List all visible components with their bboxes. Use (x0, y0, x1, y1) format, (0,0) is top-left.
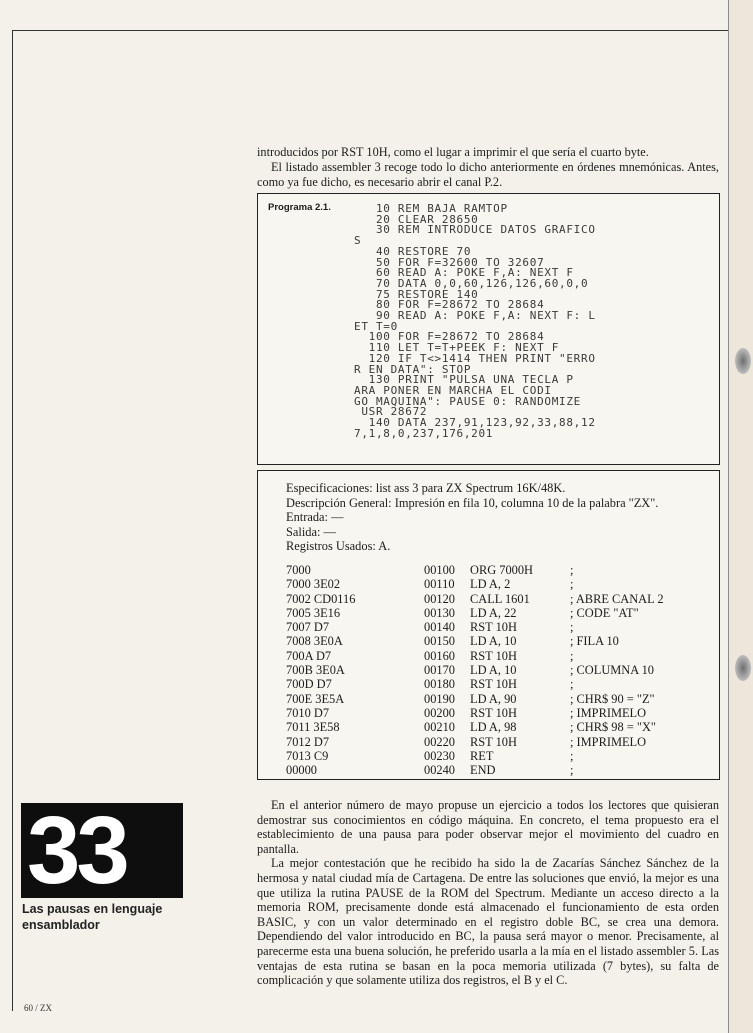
comment-cell: ; IMPRIMELO (570, 734, 647, 749)
listing-line: ET T=0 (354, 319, 398, 333)
address-cell: 7010 D7 (286, 705, 330, 720)
instruction-cell: LD A, 10 (470, 663, 517, 678)
address-cell: 7011 3E58 (286, 720, 340, 735)
comment-cell: ; COLUMNA 10 (570, 663, 654, 678)
listing-line: 110 LET T=T+PEEK F: NEXT F (354, 341, 560, 355)
body-paragraph-1: En el anterior número de mayo propuse un ejercicio a todos los lectores que quisieran demostrar sus conocimientos en código máquina. En concreto, el tema propuesto era el establecimiento de una pausa para poder observar mejor el movimiento del cuadro en pantalla. (257, 798, 719, 856)
line-number-cell: 00140 (424, 620, 455, 635)
listing-line: 30 REM INTRODUCE DATOS GRAFICO (354, 223, 596, 237)
address-cell: 700E 3E5A (286, 691, 345, 706)
instruction-cell: END (470, 763, 496, 778)
listing-line: USR 28672 (354, 405, 428, 419)
instruction-cell: LD A, 90 (470, 691, 517, 706)
address-cell: 7000 3E02 (286, 577, 341, 592)
instruction-cell: RET (470, 748, 494, 763)
address-cell: 700D D7 (286, 677, 332, 692)
spec-line: Especificaciones: list ass 3 para ZX Spectrum 16K/48K. (286, 481, 566, 495)
comment-cell: ; IMPRIMELO (570, 705, 647, 720)
line-number-cell: 00120 (424, 591, 455, 606)
comment-cell: ; ABRE CANAL 2 (570, 591, 664, 606)
listing-line: 20 CLEAR 28650 (354, 212, 479, 226)
instruction-cell: RST 10H (470, 620, 517, 635)
registros-line: Registros Usados: A. (286, 539, 391, 554)
instruction-cell: LD A, 10 (470, 634, 517, 649)
intro-text (257, 145, 719, 191)
instruction-cell: RST 10H (470, 677, 517, 692)
comment-cell: ; CHR$ 90 = "Z" (570, 691, 655, 706)
instruction-cell: RST 10H (470, 648, 517, 663)
listing-line: 120 IF T<>1414 THEN PRINT "ERRO (354, 351, 596, 365)
instruction-cell: ORG 7000H (470, 563, 533, 577)
page-folio: 60 / ZX (24, 1003, 52, 1013)
address-cell: 7005 3E16 (286, 605, 341, 620)
address-cell: 7008 3E0A (286, 634, 343, 649)
listing-line: ARA PONER EN MARCHA EL CODI (354, 383, 552, 397)
line-number-cell: 00130 (424, 605, 455, 620)
line-number-cell: 00210 (424, 720, 455, 735)
listing-line: 100 FOR F=28672 TO 28684 (354, 330, 545, 344)
instruction-cell: LD A, 98 (470, 720, 517, 735)
intro-paragraph-1: introducidos por RST 10H, como el lugar a imprimir el que sería el cuarto byte. (257, 145, 649, 159)
article-body (257, 798, 719, 988)
line-number-cell: 00160 (424, 648, 455, 663)
section-number: 33 (21, 803, 183, 898)
instruction-cell: LD A, 2 (470, 577, 511, 592)
line-number-cell: 00150 (424, 634, 455, 649)
program-label: Programa 2.1. (268, 202, 331, 213)
instruction-cell: RST 10H (470, 734, 517, 749)
listing-line: R EN DATA": STOP (354, 362, 472, 376)
listing-line: GO MAQUINA": PAUSE 0: RANDOMIZE (354, 394, 581, 408)
address-cell: 700A D7 (286, 648, 332, 663)
comment-cell: ; CODE "AT" (570, 605, 639, 620)
instruction-cell: CALL 1601 (470, 591, 530, 606)
comment-cell: ; (570, 763, 574, 778)
line-number-cell: 00200 (424, 705, 455, 720)
address-cell: 7002 CD0116 (286, 591, 356, 606)
line-number-cell: 00170 (424, 663, 455, 678)
instruction-cell: RST 10H (470, 705, 517, 720)
line-number-cell: 00190 (424, 691, 455, 706)
salida-line: Salida: — (286, 524, 336, 539)
listing-line: 10 REM BAJA RAMTOP (354, 202, 508, 215)
entrada-line: Entrada: — (286, 510, 344, 525)
listing-line: 75 RESTORE 140 (354, 287, 479, 301)
address-cell: 700B 3E0A (286, 663, 345, 678)
comment-cell: ; (570, 677, 574, 692)
instruction-cell: LD A, 22 (470, 605, 517, 620)
comment-cell: ; CHR$ 98 = "X" (570, 720, 656, 735)
body-paragraph-2: La mejor contestación que he recibido ha sido la de Zacarías Sánchez Sánchez de la hermosa y natal ciudad mía de Cartagena. De entre las soluciones que envió, la mejor es una que utiliza la rutina PAUSE de la ROM del Spectrum. Mediante un acceso directo a la memoria ROM, precisamente donde está almacenado el funcionamiento de esta orden BASIC, y con un valor determinado en el registro doble BC, se crea una demora. Dependiendo del valor introducido en BC, la pausa será mayor o menor. Precisamente, al parecerme esta una buena solución, he preferido usarla a la mía en el listado assembler 5. Las ventajas de esta rutina se basan en la poca memoria utilizada (7 bytes), su falta de complicación y que solamente utiliza dos registros, el B y el C. (257, 856, 719, 988)
description-line: Descripción General: Impresión en fila 10, columna 10 de la palabra "ZX". (286, 495, 659, 510)
line-number-cell: 00230 (424, 748, 455, 763)
listing-line: 40 RESTORE 70 (354, 244, 472, 258)
listing-line: 50 FOR F=32600 TO 32607 (354, 255, 545, 269)
basic-program-box (257, 193, 720, 465)
address-cell: 7000 (286, 563, 311, 577)
binder-hole-top (735, 348, 751, 374)
listing-line: 80 FOR F=28672 TO 28684 (354, 298, 545, 312)
comment-cell: ; FILA 10 (570, 634, 619, 649)
basic-listing (354, 204, 714, 439)
address-cell: 00000 (286, 763, 317, 778)
comment-cell: ; (570, 577, 574, 592)
listing-line: 140 DATA 237,91,123,92,33,88,12 (354, 416, 596, 430)
listing-line: 130 PRINT "PULSA UNA TECLA P (354, 373, 574, 387)
line-number-cell: 00220 (424, 734, 455, 749)
line-number-cell: 00180 (424, 677, 455, 692)
line-number-cell: 00110 (424, 577, 455, 592)
intro-paragraph-2: El listado assembler 3 recoge todo lo dicho anteriormente en órdenes mnemónicas. Antes, como ya fue dicho, es necesario abrir el canal P.2. (257, 160, 719, 190)
binder-hole-bottom (735, 655, 751, 681)
comment-cell: ; (570, 748, 574, 763)
comment-cell: ; (570, 563, 574, 577)
comment-cell: ; (570, 620, 574, 635)
address-cell: 7012 D7 (286, 734, 330, 749)
listing-line: 70 DATA 0,0,60,126,126,60,0,0 (354, 276, 589, 290)
page-binding-edge (728, 0, 753, 1033)
listing-line: 60 READ A: POKE F,A: NEXT F (354, 266, 574, 280)
comment-cell: ; (570, 648, 574, 663)
address-cell: 7007 D7 (286, 620, 330, 635)
assembler-listing-box (257, 470, 720, 780)
listing-line: 90 READ A: POKE F,A: NEXT F: L (354, 309, 596, 323)
section-caption: Las pausas en lenguaje ensamblador (22, 902, 163, 932)
line-number-cell: 00100 (424, 563, 455, 577)
listing-line: S (354, 234, 362, 248)
address-cell: 7013 C9 (286, 748, 329, 763)
assembler-spec (286, 481, 658, 554)
line-number-cell: 00240 (424, 763, 455, 778)
listing-line: 7,1,8,0,237,176,201 (354, 426, 494, 440)
